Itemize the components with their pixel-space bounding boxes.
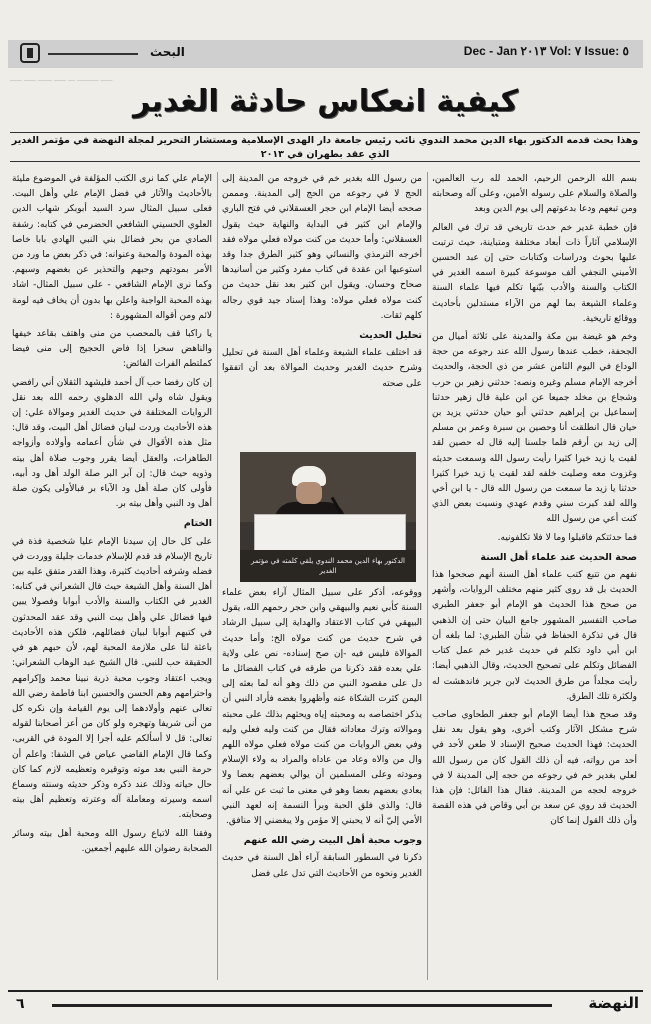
paragraph: فإن خطبة غدير خم حدث تاريخي قد ترك في العالم الإسلامي آثاراً ذات أبعاد مختلفة ومتباينة، حيث ترتبت عليها بحوث ودراسات وكتابات حتى إن عبد الحسين الأميني النجفي ألف موسوعة كبيرة اسمه الغدير في الكتاب والسنة والأدب بيّنها تكلم فيها علماء السنة وعلماء الشيعة بما لهم من الآراء مستدلين بأحاديث ووقائع تاريخية.: [432, 222, 637, 324]
speaker-photo: [240, 452, 416, 582]
page-number: ٦: [16, 996, 25, 1012]
section-heading: الختام: [183, 518, 212, 530]
paragraph: إن كان رفضا حب آل أحمد فليشهد الثقلان أني رافضي ويقول شاه ولي الله الدهلوي رحمه الله بعد نقل الروايات المختلفة في حديث الغدير وموالاة علي: إن هذه الأحاديث وردت لبيان فضائل أهل البيت، وقد قال: مثل هذه الأقوال في شأن أعمامه وأولاده وأزواجه الطاهرات، والعقل أيضا يقرر وجوب صلاة أهل بيته وذويه حيث قال: إن آبر البر صلة الولد أهل ود أبيه، فأولى كان صلة أهل ود الآباء بر فبالأولى يكون صلة أهل ود النبي وأهل بيته بر.: [12, 377, 212, 510]
bleed-through-text: ـــــ ـــــــــ ـــ ـــــ ــــــ ـــــ ـــــ: [10, 74, 113, 83]
paragraph: وفقنا الله لاتباع رسول الله ومحبة أهل بيته وسائر الصحابة رضوان الله عليهم أجمعين.: [12, 828, 212, 854]
paragraph: قد اختلف علماء الشيعة وعلماء أهل السنة في تحليل وشرح حديث الغدير وحديث الموالاة بعد أن اتفقوا على صحته: [222, 348, 422, 389]
footer-bar: [52, 1004, 552, 1007]
paragraph: ووقوعه، أذكر على سبيل المثال آراء بعض علماء السنة كأبي نعيم والبيهقي وابن حجر رحمهم الله، يقول البيهقي في كتاب الاعتقاد والهداية إلى سبيل الرشاد في شرح حديث من كنت مولاه الخ: وأما حديث الموالاة فليس فيه -إن صح إسناده- نص على ولاية علي بعده فقد ذكرنا من طرقه في كتاب الفضائل ما دل على مقصود النبي من ذلك وهو أنه لما بعثه إلى اليمن كثرت الشكاة عنه وأظهروا بغضه فأراد النبي أن يذكر اختصاصه به ومحبته إياه ويحثهم بذلك على محبته وموالاته وترك معاداته فقال من كنت وليه فعلي وليه وفي بعض الروايات من كنت مولاه فعلي مولاه اللهم وال من والاه وعاد من عاداه والمراد به ولاء الإسلام ومودته وعلى المسلمين أن يوالي بعضهم بعضا ولا يعادي بعضهم بعضا وهو في معنى ما ثبت عن علي أنه قال: والذي فلق الحبة وبرأ النسمة إنه لعهد النبي الأمي إليّ أنه لا يحبني إلا مؤمن ولا يبغضني إلا منافق.: [222, 588, 422, 827]
magazine-logo-icon: [20, 43, 40, 63]
article-subtitle: وهذا بحث قدمه الدكتور بهاء الدين محمد الندوي نائب رئيس جامعة دار الهدى الإسلامية ومستشار التحرير لمجلة النهضة في مؤتمر الغدير الذي عقد بطهران في ٢٠١٣: [10, 132, 640, 162]
page-header: [8, 40, 643, 68]
paragraph: فما حدثتكم فاقبلوا وما لا فلا تكلفونيه.: [497, 532, 637, 543]
paragraph: ذكرنا في السطور السابقة آراء أهل السنة في حديث الغدير ونحوه من الأحاديث التي تدل على فضل: [222, 853, 422, 879]
podium: [254, 514, 406, 552]
header-rule: [48, 53, 138, 55]
section-heading: تحليل الحديث: [359, 330, 422, 342]
paragraph: من رسول الله بغدير خم في خروجه من المدينة إلى الحج لا في رجوعه من الحج إلى المدينة. ومممن صححه أيضا الإمام ابن حجر العسقلاني في فتح الباري والإمام ابن كثير في البداية والنهاية حيث يقول العسقلاني: وأما حديث من كنت مولاه فعلي مولاه فقد أخرجه الترمذي والنسائي وهو كثير الطرق جدا وقد استوعبها ابن عقدة في كتاب مفرد وكثير من أسانيدها صحاح وحسان. ويقول ابن كثير بعد نقل حديث من كنت مولاه فعلي مولاه: وهذا إسناد جيد قوي رجاله كلهم ثقات.: [222, 174, 422, 321]
column-divider: [427, 172, 428, 980]
paragraph: وقد صحح هذا أيضا الإمام أبو جعفر الطحاوي صاحب شرح مشكل الآثار وكتب أخرى، وهو يقول بعد نقل الحديث: فهذا الحديث صحيح الإسناد لا طعن لأحد في أحد من رواته، فيه أن ذلك القول كان من رسول الله لعلي بغدير خم في رجوعه من حجه إلى المدينة لا في خروجه لحجه من المدينة. فقال هذا القائل: فإن هذا الحديث قد روي عن سعد بن أبي وقاص في هذه القصة وأن ذلك القول إنما كان: [432, 709, 637, 827]
section-heading: وجوب محبة أهل البيت رضي الله عنهم: [243, 835, 422, 847]
right-column: [432, 172, 637, 980]
middle-column-top: [222, 172, 422, 444]
paragraph: على كل حال إن سيدنا الإمام عليا شخصية فذة في تاريخ الإسلام قد قدم للإسلام خدمات جليلة ووردت في فضله وشرفه أحاديث كثيرة، وهذا القدر متفق عليه بين أهل السنة وأهل الشيعة حيث قال الشعراني في كتابه: الغدير في الكتاب والسنة والأدب أبوابا وفصولا يبين فيها فضائل علي وأهل بيت النبي وقد عقد المحدثون في كتبهم أبوابا لبيان فضائلهم، فلكن هذه الأحاديث باعثة لنا على ملازمة المحبة لهم، لأن حبهم هو في الحقيقة حب للنبي. قال الشيخ عبد الوهاب الشعراني: ويجب اعتقاد وجوب محبة ذرية نبينا محمد وإكرامهم واحترامهم وهم الحسن والحسين ابنا فاطمة رضي الله تعالى عنهم وأولادهما إلى يوم القيامة وإن نكره كل من أنى شريفا وتهجره ولو كان من أعز أصحابنا لقوله تعالى: قل لا أسألكم عليه أجرا إلا المودة في القربى، وكما قال الإمام القاضي عياض في الشفا: واعلم أن حرمة النبي بعد موته وتوقيره وتعظيمه لازم كما كان حال حياته وذلك عند ذكره وذكر حديثه وسنته وسماع اسمه وسيرته ومعاملة آله وعترته وتعظيم أهل بيته وصحابته.: [12, 536, 212, 821]
article-title: كيفية انعكاس حادثة الغدير: [132, 84, 519, 119]
section-label: البحث: [150, 45, 185, 59]
paragraph: وخم هو غيضة بين مكة والمدينة على ثلاثة أميال من الجحفة، خطب عندها رسول الله عند رجوعه من حجة الوداع في اليوم الثامن عشر من ذي الحجة، والحديث أخرجه الإمام مسلم وغيره ونصه: حدثني زهير بن حرب وشجاع بن مخلد جميعا عن ابن علية قال زهير حدثنا إسماعيل بن إبراهيم حدثني أبو حيان حدثني يزيد بن حيان قال انطلقت أنا وحصين بن سبرة وعمر بن مسلم إلى زيد بن أرقم فلما جلسنا إليه قال له حصين لقد لقيت يا زيد خيرا كثيرا رأيت رسول الله وسمعت حديثه وغزوت معه وصليت خلفه لقد لقيت يا زيد خيرا كثيرا حدثنا يا زيد ما سمعت من رسول الله قال - يا ابن أخي والله لقد كبرت سني وقدم عهدي ونسيت بعض الذي كنت أعي من رسول الله: [432, 332, 637, 525]
paragraph: نفهم من تتبع كتب علماء أهل السنة أنهم صححوا هذا الحديث بل قد روى كثير منهم مختلف الروايات، وأشهر من صحح هذا الحديث هو الإمام أبو جعفر الطبري صاحب التفسير المشهور جامع البيان حتى إن الذهبي قال في تذكرة الحفاظ في شأن الطبري: لما بلغه أن ابن أبي داود تكلم في حديث غدير خم عمل كتاب الفضائل وتكلم على تصحيح الحديث، وقال الذهبي أيضا: رأيت مجلداً من طرق الحديث لابن جرير فاندهشت له ولكثرة تلك الطرق.: [432, 570, 637, 702]
middle-column-bottom: [222, 586, 422, 882]
paragraph: الإمام علي كما نرى الكتب المؤلفة في الموضوع مليئة بالأحاديث والآثار في فضل الإمام علي وأهل البيت. فعلى سبيل المثال سرد السيد أبوبكر شهاب الدين العلوي الحسيني الشافعي الحضرمي في كتابه: رشفة الصادي من بحر فضائل بني النبي الهادي بابا خاصا بهذه المودة والمحبة وعنوانه: في ذكر بعض ما ورد من الأمر بمودتهم وحبهم والتحذير عن بغضهم وسبهم. وكما نرى الإمام الشافعي - على سبيل المثال- اشاد بهذه المحبة الواجبة واعلن بها بدون أن يخاف فيه لومة لائم ومن أقواله المشهورة :: [12, 174, 212, 321]
page-footer: [8, 990, 643, 1018]
section-heading: صحة الحديث عند علماء أهل السنة: [480, 551, 637, 563]
speaker-face: [296, 482, 322, 504]
paragraph: يا راكبا قف بالمحصب من منى واهتف بقاعد خيفها والناهض سحرا إذا فاض الحجيج إلى منى فيضا كملتطم الفرات الفائض:: [12, 329, 212, 370]
left-column: [12, 172, 212, 980]
photo-caption: الدكتور بهاء الدين محمد الندوي يلقي كلمته في مؤتمر الغدير: [251, 557, 405, 575]
issue-info: Dec - Jan ٢٠١٣ Vol: ٧ Issue: ٥: [463, 44, 629, 58]
paragraph: بسم الله الرحمن الرحيم، الحمد لله رب العالمين، والصلاة والسلام على رسوله الأمين، وعلى آله وصحابته ومن تبعهم ودعا بدعوتهم إلى يوم الدين وبعد: [432, 174, 637, 215]
magazine-name: النهضة: [588, 994, 639, 1012]
column-divider: [217, 172, 218, 980]
